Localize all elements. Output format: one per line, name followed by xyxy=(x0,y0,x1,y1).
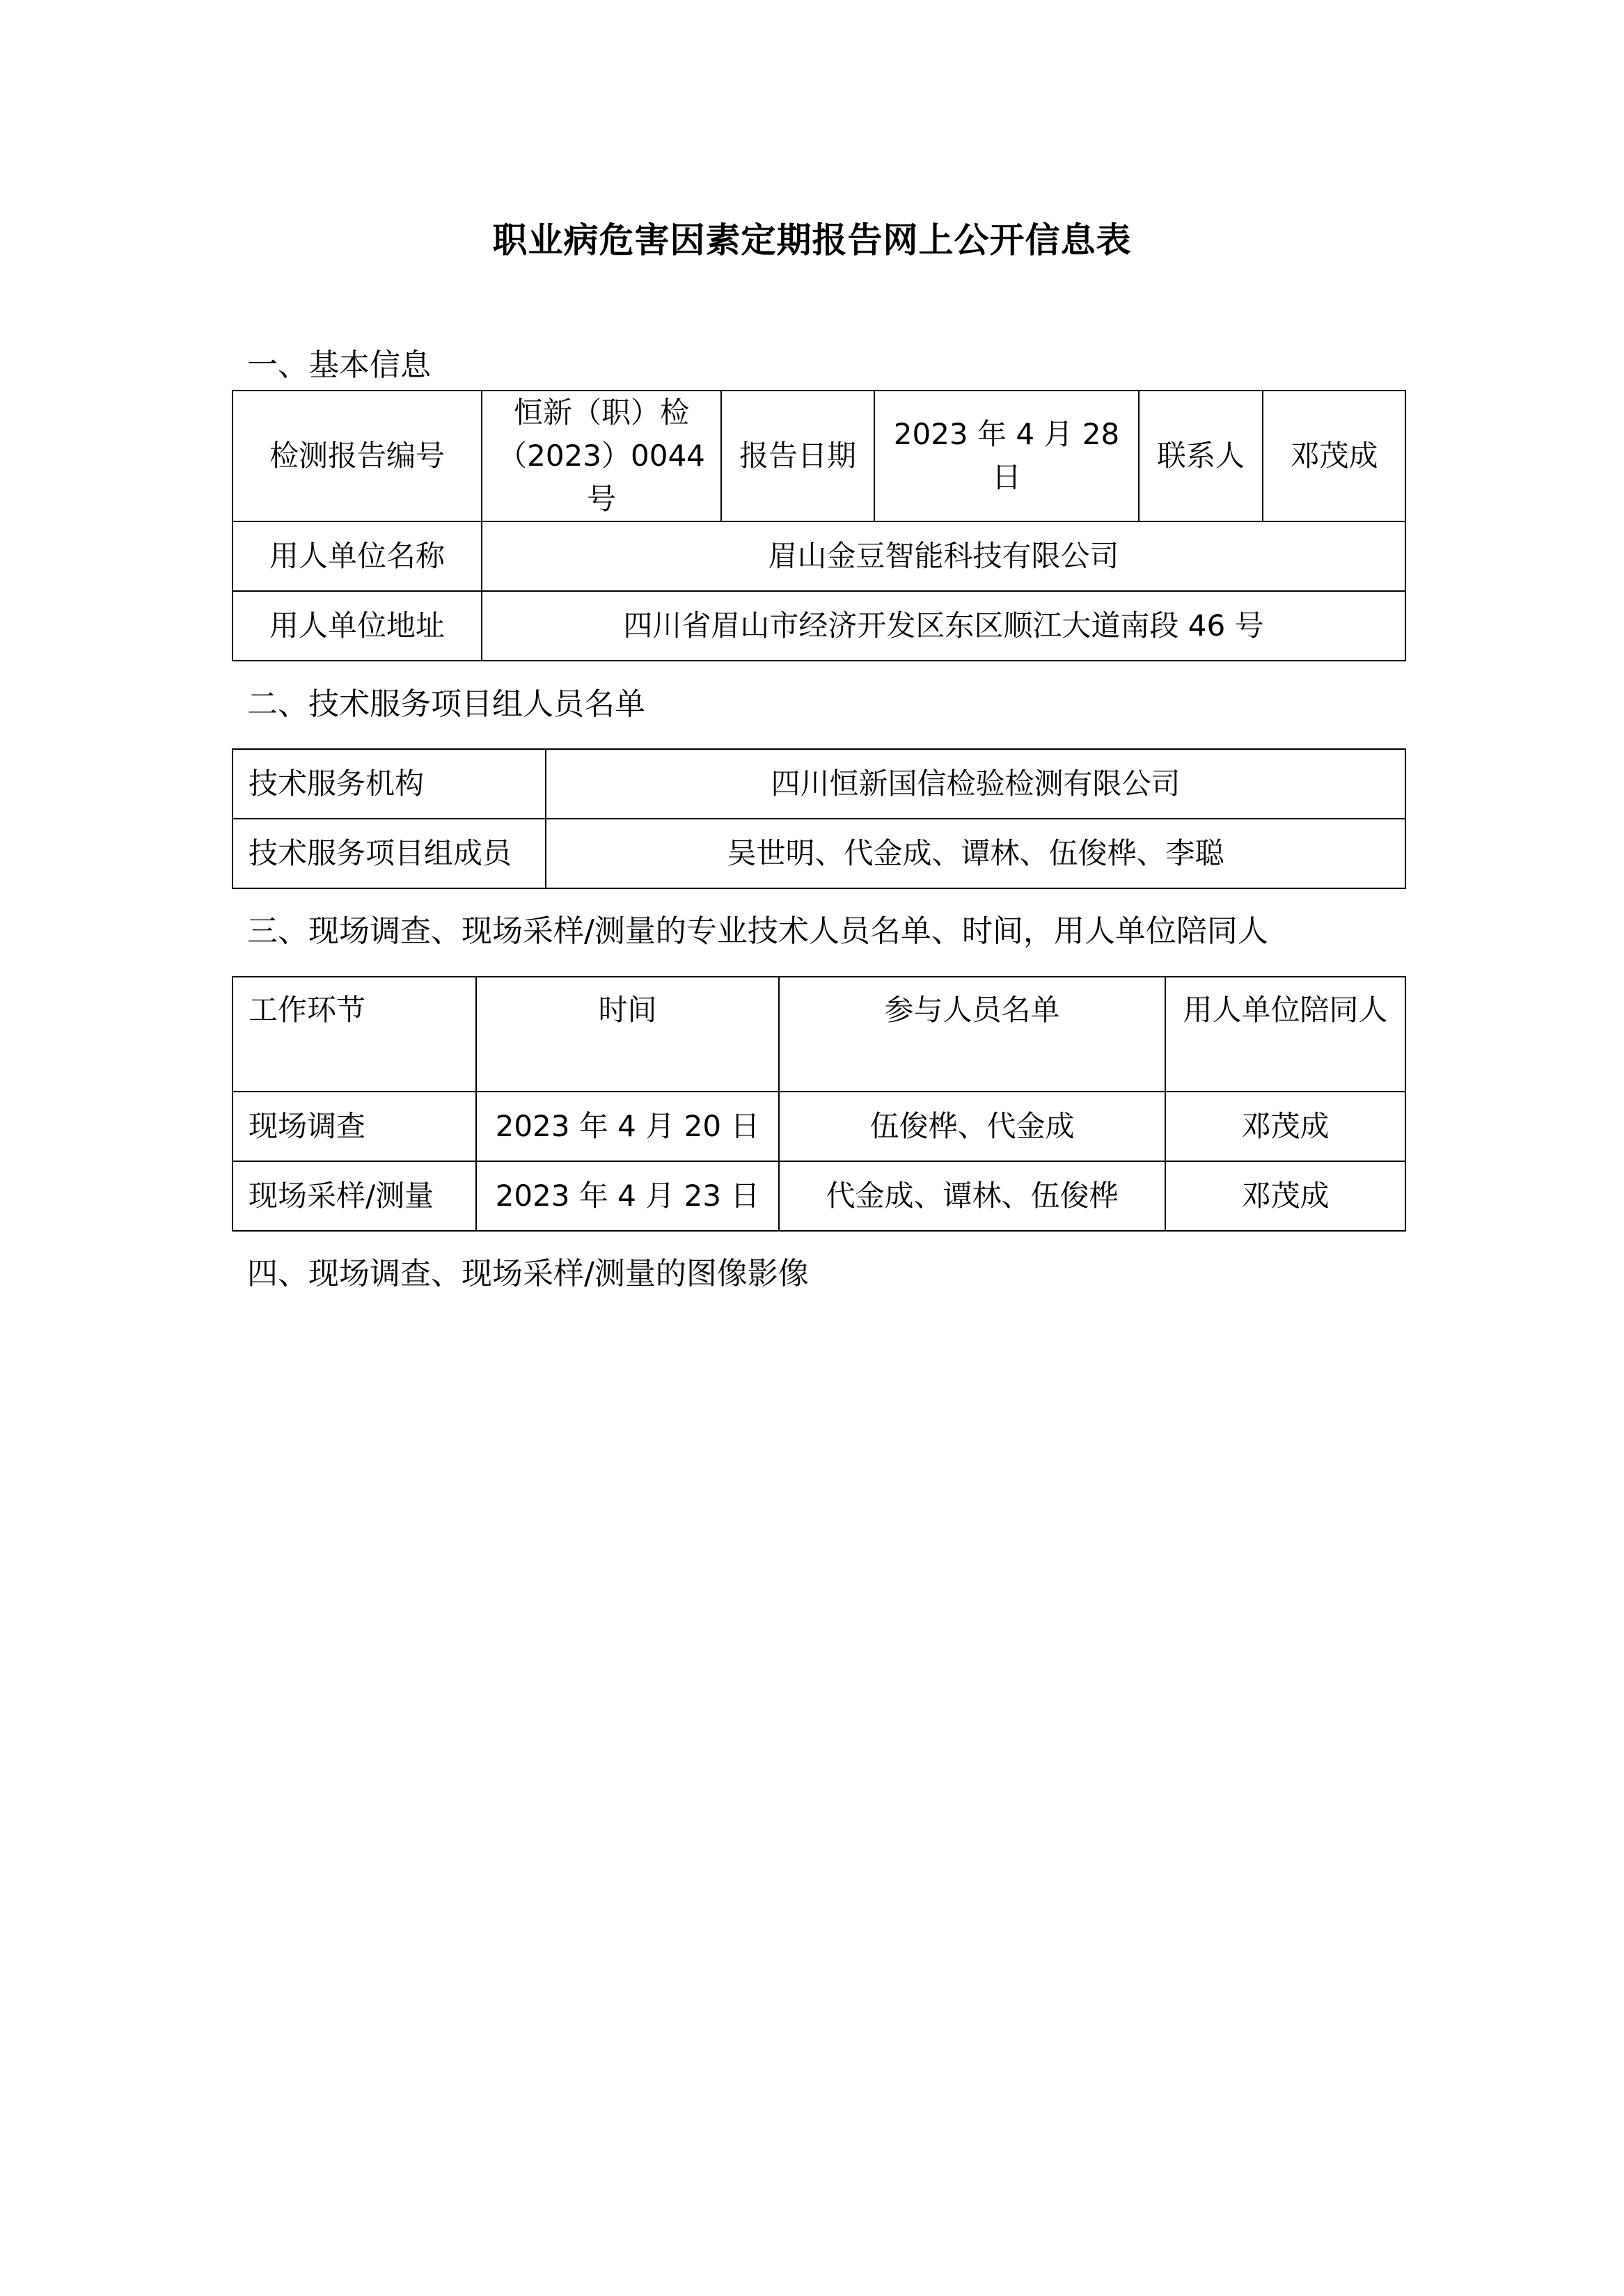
row-time: 2023 年 4 月 20 日 xyxy=(476,1092,779,1161)
employer-address-value: 四川省眉山市经济开发区东区顺江大道南段 46 号 xyxy=(482,591,1405,661)
section-heading-field-work: 三、现场调查、现场采样/测量的专业技术人员名单、时间，用人单位陪同人 xyxy=(247,913,1268,949)
section-heading-team: 二、技术服务项目组人员名单 xyxy=(247,686,645,722)
row-staff: 代金成、谭林、伍俊桦 xyxy=(779,1161,1165,1231)
contact-label: 联系人 xyxy=(1139,391,1263,521)
row-time: 2023 年 4 月 23 日 xyxy=(476,1161,779,1231)
row-escort: 邓茂成 xyxy=(1165,1092,1405,1161)
report-date-value: 2023 年 4 月 28 日 xyxy=(874,391,1139,521)
report-date-label: 报告日期 xyxy=(721,391,874,521)
row-stage: 现场调查 xyxy=(232,1092,476,1161)
contact-value: 邓茂成 xyxy=(1263,391,1405,521)
members-label: 技术服务项目组成员 xyxy=(232,819,546,888)
section-heading-basic-info: 一、基本信息 xyxy=(247,347,431,383)
agency-value: 四川恒新国信检验检测有限公司 xyxy=(546,749,1405,819)
row-escort: 邓茂成 xyxy=(1165,1161,1405,1231)
table-row xyxy=(232,1161,1405,1231)
team-table xyxy=(232,748,1406,889)
employer-name-label: 用人单位名称 xyxy=(232,521,482,591)
basic-info-table xyxy=(232,390,1406,661)
row-stage: 现场采样/测量 xyxy=(232,1161,476,1231)
section-heading-images: 四、现场调查、现场采样/测量的图像影像 xyxy=(247,1256,809,1291)
report-no-label: 检测报告编号 xyxy=(232,391,482,521)
header-stage: 工作环节 xyxy=(232,977,476,1092)
members-value: 吴世明、代金成、谭林、伍俊桦、李聪 xyxy=(546,819,1405,888)
table-row xyxy=(232,1092,1405,1161)
agency-label: 技术服务机构 xyxy=(232,749,546,819)
page-title: 职业病危害因素定期报告网上公开信息表 xyxy=(492,220,1132,260)
report-no-value: 恒新（职）检（2023）0044 号 xyxy=(482,391,721,521)
row-staff: 伍俊桦、代金成 xyxy=(779,1092,1165,1161)
employer-name-value: 眉山金豆智能科技有限公司 xyxy=(482,521,1405,591)
employer-address-label: 用人单位地址 xyxy=(232,591,482,661)
header-time: 时间 xyxy=(476,977,779,1092)
header-escort: 用人单位陪同人 xyxy=(1165,977,1405,1092)
header-staff: 参与人员名单 xyxy=(779,977,1165,1092)
field-work-table xyxy=(232,976,1406,1232)
